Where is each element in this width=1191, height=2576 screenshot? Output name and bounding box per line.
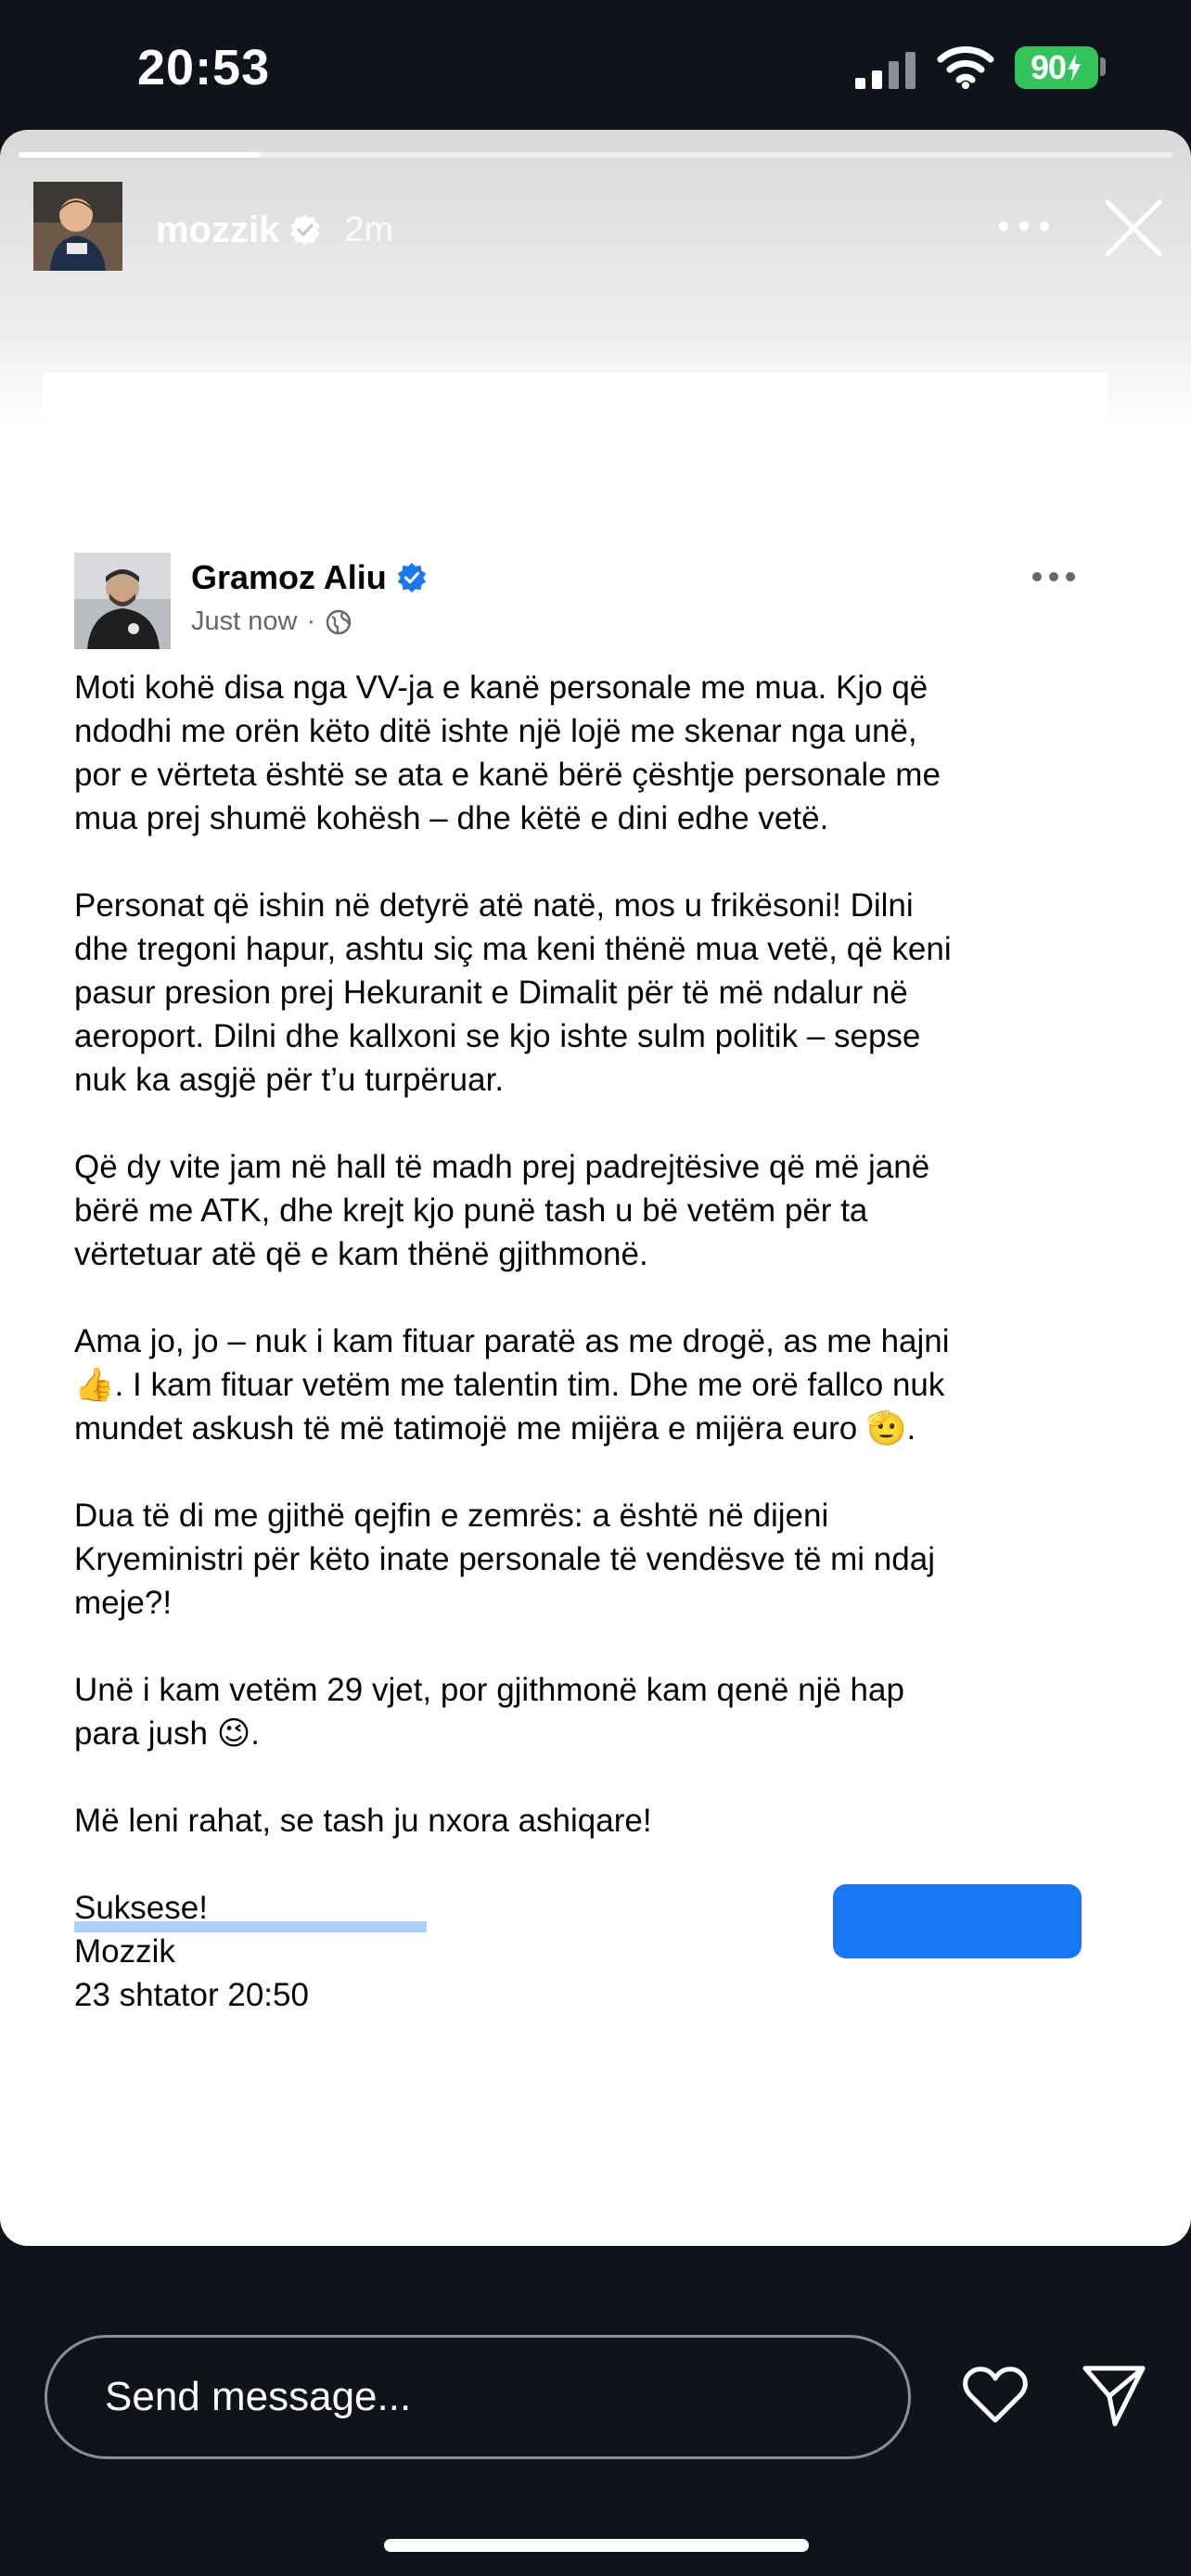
post-paragraph: Dua të di me gjithë qejfin e zemrës: a është në dijeni Kryeministri për këto inate personale të vendësve të mi ndaj meje?!: [74, 1498, 935, 1621]
story-progress-bar: [19, 152, 1172, 158]
post-cutoff-link: [74, 1895, 427, 1941]
post-signature-line: Mozzik: [74, 1933, 175, 1970]
post-paragraph: Që dy vite jam në hall të madh prej padrejtësive që më janë bërë me ATK, dhe krejt kjo punë tash u bë vetëm për ta vërtetuar atë që e kam thënë gjithmonë.: [74, 1149, 930, 1272]
post-paragraph: Unë i kam vetëm 29 vjet, por gjithmonë kam qenë një hap para jush 😉.: [74, 1672, 904, 1752]
home-indicator[interactable]: [384, 2539, 809, 2552]
more-icon: [1031, 569, 1076, 584]
story-progress-fill: [19, 152, 261, 158]
heart-icon[interactable]: [961, 2361, 1030, 2429]
verified-badge-icon: [288, 213, 322, 247]
story-time-ago: 2m: [344, 210, 394, 249]
wifi-icon: [937, 45, 994, 89]
post-signature-line: Suksese!: [74, 1890, 208, 1926]
post-signature-line: 23 shtator 20:50: [74, 1977, 309, 2013]
verified-badge-icon: [396, 562, 428, 593]
shared-post: [43, 373, 1108, 2013]
signal-icon: [855, 52, 918, 89]
post-author-row: [191, 558, 428, 597]
post-meta: [191, 606, 352, 637]
post-paragraph: Më leni rahat, se tash ju nxora ashiqare!: [74, 1803, 652, 1839]
story-avatar[interactable]: [33, 182, 122, 271]
more-icon[interactable]: [996, 215, 1052, 237]
post-body: [74, 666, 1085, 2017]
story-user-info[interactable]: [156, 204, 393, 256]
battery-tip: [1100, 57, 1106, 76]
post-timestamp: Just now: [191, 606, 298, 636]
post-paragraph: Ama jo, jo – nuk i kam fituar paratë as me drogë, as me hajni 👍. I kam fituar vetëm me talentin tim. Dhe me orë fallco nuk mundet askush të më tatimojë me mijëra e mijëra euro 🫡.: [74, 1323, 950, 1447]
story-username[interactable]: mozzik: [156, 209, 280, 250]
battery-icon: [1015, 46, 1098, 89]
status-time: 20:53: [137, 40, 271, 96]
close-icon[interactable]: [1104, 198, 1163, 258]
send-icon[interactable]: [1080, 2361, 1148, 2429]
globe-icon: [325, 608, 352, 636]
status-bar: [0, 0, 1191, 130]
post-paragraph: Moti kohë disa nga VV-ja e kanë personale me mua. Kjo që ndodhi me orën këto ditë ishte një lojë me skenar nga unë, por e vërteta është se ata e kanë bërë çështje personale me mua prej shumë kohësh – dhe këtë e dini edhe vetë.: [74, 670, 941, 836]
send-message-placeholder: Send message...: [105, 2374, 412, 2419]
charging-bolt-icon: [1066, 54, 1082, 82]
send-message-input[interactable]: [45, 2335, 911, 2459]
post-paragraph: Personat që ishin në detyrë atë natë, mos u frikësoni! Dilni dhe tregoni hapur, ashtu siç ma keni thënë mua vetë, që keni pasur presion prej Hekuranit e Dimalit për të më ndalur në aeroport. Dilni dhe kallxoni se kjo ishte sulm politik – sepse nuk ka asgjë për t’u turpëruar.: [74, 887, 952, 1098]
story-viewer[interactable]: [0, 130, 1191, 2246]
post-author-avatar: [74, 553, 171, 649]
post-action-button: [833, 1884, 1082, 1958]
battery-level: 90: [1030, 48, 1067, 86]
post-author-name: Gramoz Aliu: [191, 558, 387, 596]
post-meta-separator: ·: [306, 606, 316, 636]
